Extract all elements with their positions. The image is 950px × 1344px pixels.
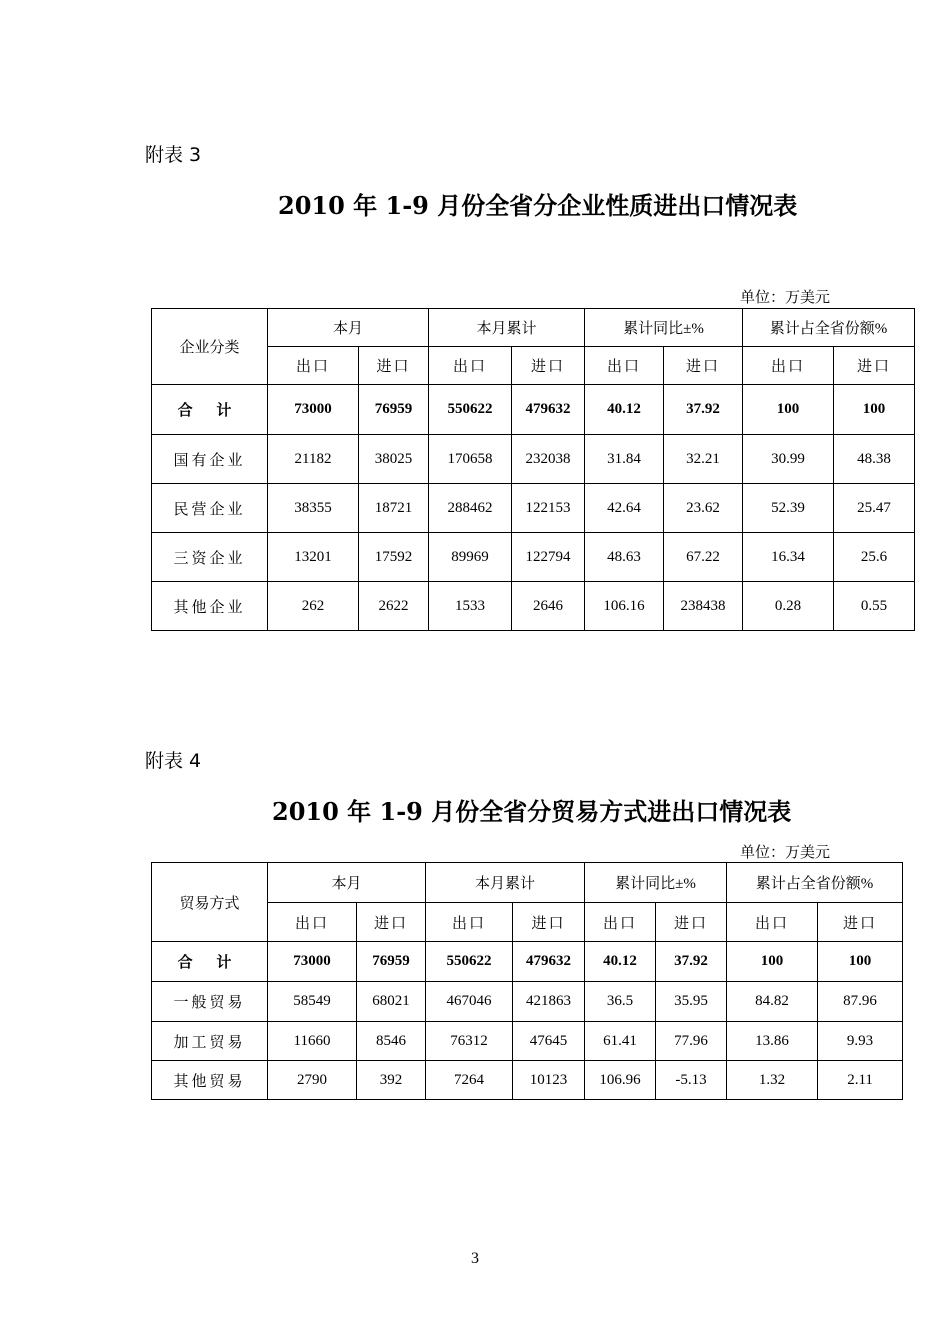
sub-header: 进口 — [513, 903, 585, 942]
cell: 38355 — [268, 484, 359, 533]
sub-header: 出口 — [585, 347, 664, 385]
sub-header: 出口 — [727, 903, 818, 942]
sub-header: 进口 — [664, 347, 743, 385]
cell: 2622 — [359, 582, 429, 631]
row-header: 贸易方式 — [152, 863, 268, 942]
row-label: 其他贸易 — [152, 1061, 268, 1100]
sub-header: 进口 — [512, 347, 585, 385]
cell: 392 — [357, 1061, 426, 1100]
sub-header: 出口 — [426, 903, 513, 942]
cell: 37.92 — [664, 385, 743, 435]
cell: 67.22 — [664, 533, 743, 582]
cell: 238438 — [664, 582, 743, 631]
row-label: 加工贸易 — [152, 1022, 268, 1061]
cell: 61.41 — [585, 1022, 656, 1061]
row-label: 合 计 — [152, 385, 268, 435]
table-row — [152, 533, 915, 582]
cell: 2.11 — [818, 1061, 903, 1100]
cell: 48.63 — [585, 533, 664, 582]
table-row — [152, 582, 915, 631]
cell: 479632 — [513, 942, 585, 982]
table-row — [152, 1022, 903, 1061]
cell: 122794 — [512, 533, 585, 582]
row-label: 其他企业 — [152, 582, 268, 631]
cell: 0.28 — [743, 582, 834, 631]
cell: 10123 — [513, 1061, 585, 1100]
appendix-label-4: 附表 4 — [145, 750, 202, 772]
cell: 100 — [834, 385, 915, 435]
page-number: 3 — [471, 1250, 479, 1267]
table-row — [152, 484, 915, 533]
table4-title: 2010 年 1-9 月份全省分贸易方式进出口情况表 — [272, 797, 792, 826]
cell: 170658 — [429, 435, 512, 484]
cell: 32.21 — [664, 435, 743, 484]
cell: 100 — [743, 385, 834, 435]
group-header: 累计占全省份额% — [727, 863, 903, 903]
cell: 48.38 — [834, 435, 915, 484]
cell: 76312 — [426, 1022, 513, 1061]
cell: 18721 — [359, 484, 429, 533]
row-label: 一般贸易 — [152, 982, 268, 1022]
row-header: 企业分类 — [152, 309, 268, 385]
sub-header: 出口 — [268, 903, 357, 942]
cell: 106.96 — [585, 1061, 656, 1100]
cell: 42.64 — [585, 484, 664, 533]
cell: 2790 — [268, 1061, 357, 1100]
cell: 58549 — [268, 982, 357, 1022]
sub-header: 进口 — [656, 903, 727, 942]
cell: -5.13 — [656, 1061, 727, 1100]
row-label: 国有企业 — [152, 435, 268, 484]
table-row — [152, 1061, 903, 1100]
cell: 37.92 — [656, 942, 727, 982]
group-header: 本月累计 — [429, 309, 585, 347]
sub-header: 出口 — [585, 903, 656, 942]
cell: 89969 — [429, 533, 512, 582]
cell: 40.12 — [585, 942, 656, 982]
cell: 479632 — [512, 385, 585, 435]
cell: 1533 — [429, 582, 512, 631]
table3-title: 2010 年 1-9 月份全省分企业性质进出口情况表 — [278, 191, 798, 220]
cell: 76959 — [359, 385, 429, 435]
cell: 38025 — [359, 435, 429, 484]
cell: 30.99 — [743, 435, 834, 484]
cell: 35.95 — [656, 982, 727, 1022]
cell: 77.96 — [656, 1022, 727, 1061]
cell: 31.84 — [585, 435, 664, 484]
cell: 11660 — [268, 1022, 357, 1061]
cell: 25.6 — [834, 533, 915, 582]
table-row — [152, 435, 915, 484]
cell: 23.62 — [664, 484, 743, 533]
row-label: 三资企业 — [152, 533, 268, 582]
cell: 232038 — [512, 435, 585, 484]
cell: 262 — [268, 582, 359, 631]
cell: 288462 — [429, 484, 512, 533]
cell: 13.86 — [727, 1022, 818, 1061]
cell: 467046 — [426, 982, 513, 1022]
cell: 16.34 — [743, 533, 834, 582]
cell: 13201 — [268, 533, 359, 582]
cell: 40.12 — [585, 385, 664, 435]
table4 — [151, 862, 903, 1100]
cell: 1.32 — [727, 1061, 818, 1100]
cell: 550622 — [429, 385, 512, 435]
cell: 25.47 — [834, 484, 915, 533]
cell: 73000 — [268, 942, 357, 982]
sub-header: 进口 — [357, 903, 426, 942]
sub-header: 进口 — [818, 903, 903, 942]
table3 — [151, 308, 915, 631]
cell: 106.16 — [585, 582, 664, 631]
sub-header: 进口 — [359, 347, 429, 385]
cell: 7264 — [426, 1061, 513, 1100]
sub-header: 出口 — [429, 347, 512, 385]
cell: 9.93 — [818, 1022, 903, 1061]
cell: 0.55 — [834, 582, 915, 631]
sub-header: 出口 — [743, 347, 834, 385]
cell: 17592 — [359, 533, 429, 582]
cell: 68021 — [357, 982, 426, 1022]
cell: 87.96 — [818, 982, 903, 1022]
group-header: 累计同比±% — [585, 863, 727, 903]
group-header: 累计同比±% — [585, 309, 743, 347]
cell: 100 — [818, 942, 903, 982]
group-header: 本月累计 — [426, 863, 585, 903]
cell: 73000 — [268, 385, 359, 435]
table-row — [152, 982, 903, 1022]
cell: 76959 — [357, 942, 426, 982]
row-label: 合 计 — [152, 942, 268, 982]
table3-unit: 单位：万美元 — [740, 288, 831, 306]
cell: 47645 — [513, 1022, 585, 1061]
cell: 421863 — [513, 982, 585, 1022]
sub-header: 出口 — [268, 347, 359, 385]
appendix-label-3: 附表 3 — [145, 144, 202, 166]
group-header: 本月 — [268, 863, 426, 903]
cell: 36.5 — [585, 982, 656, 1022]
cell: 100 — [727, 942, 818, 982]
cell: 8546 — [357, 1022, 426, 1061]
cell: 52.39 — [743, 484, 834, 533]
cell: 550622 — [426, 942, 513, 982]
row-label: 民营企业 — [152, 484, 268, 533]
cell: 21182 — [268, 435, 359, 484]
total-row — [152, 942, 903, 982]
group-header: 累计占全省份额% — [743, 309, 915, 347]
sub-header: 进口 — [834, 347, 915, 385]
cell: 84.82 — [727, 982, 818, 1022]
cell: 122153 — [512, 484, 585, 533]
total-row — [152, 385, 915, 435]
cell: 2646 — [512, 582, 585, 631]
table4-unit: 单位：万美元 — [740, 843, 831, 861]
group-header: 本月 — [268, 309, 429, 347]
